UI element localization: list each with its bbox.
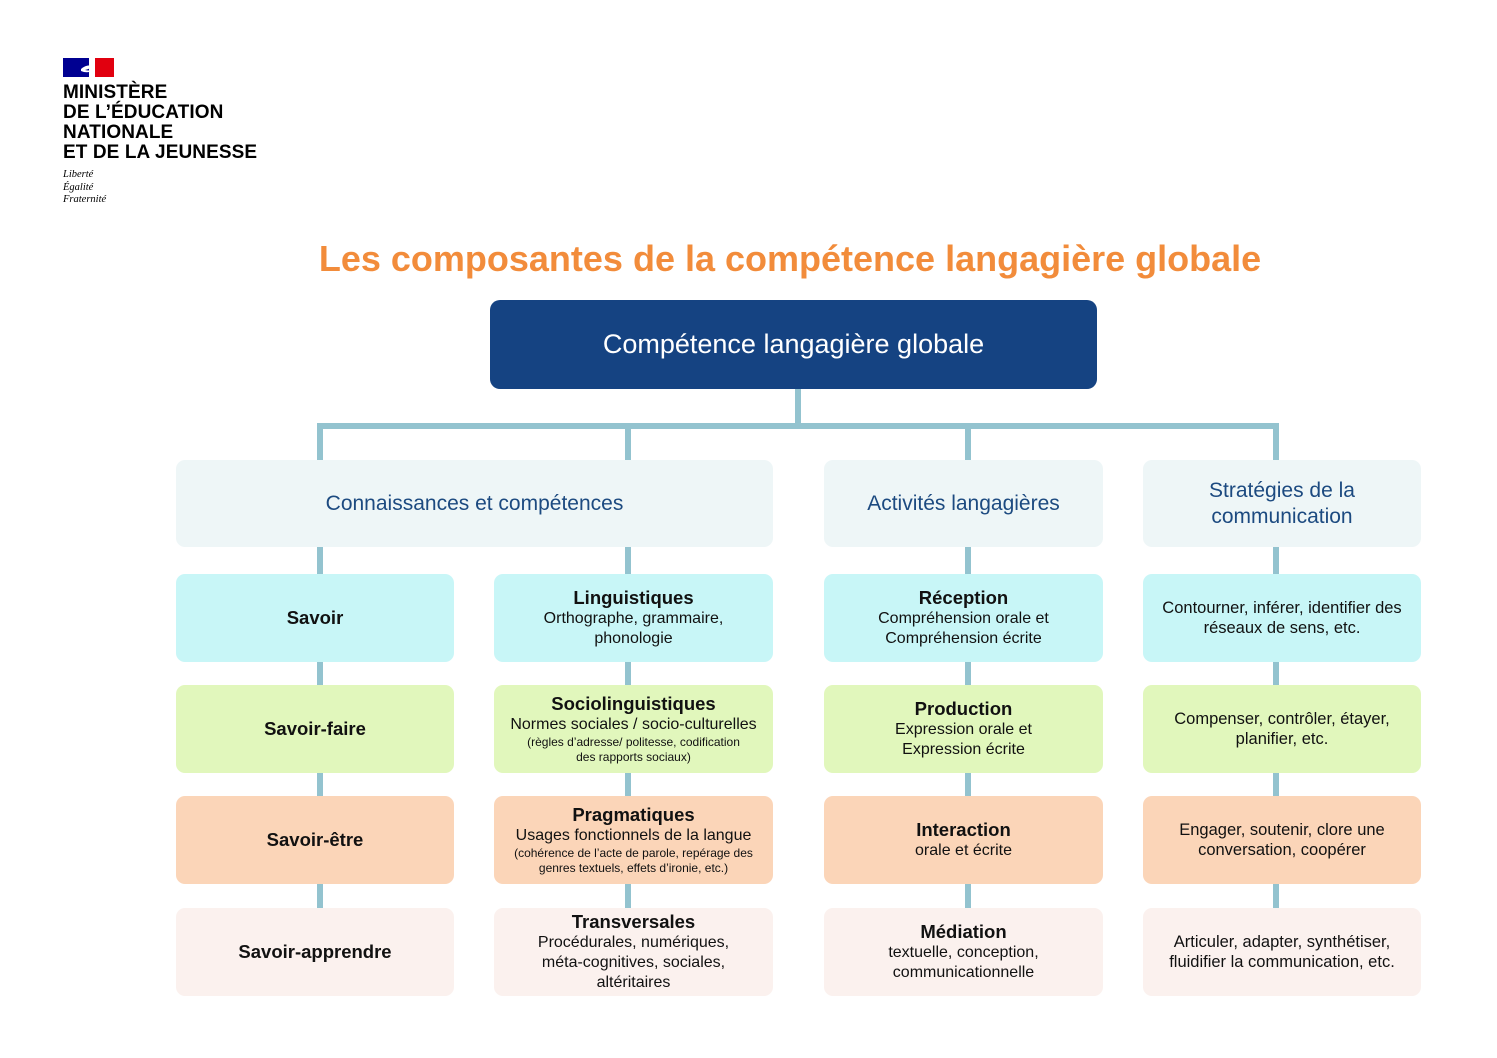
activite-text: Expression orale et Expression écrite [895,721,1032,758]
strategie-node [1143,908,1421,996]
activite-node [824,796,1103,884]
motto-line: Égalité [63,181,94,193]
savoir-label: Savoir-apprendre [238,941,392,962]
competence-title: Sociolinguistiques [551,693,716,714]
motto-line: Liberté [63,169,94,180]
strategie-text: Compenser, contrôler, étayer, planifier, etc. [1174,710,1390,748]
category-strategies [1143,460,1421,547]
savoir-label: Savoir-faire [264,718,366,739]
page-title: Les composantes de la compétence langagière globale [318,238,1262,279]
competence-node [494,796,773,884]
ministry-line: ET DE LA JEUNESSE [63,142,258,163]
savoir-node [176,574,454,662]
root-node [490,300,1097,389]
savoir-node [176,908,454,996]
root-label: Compétence langagière globale [602,329,985,359]
activite-node [824,908,1103,996]
competence-note: (règles d’adresse/ politesse, codification des rapports sociaux) [527,735,740,764]
activite-title: Production [914,698,1013,719]
competence-text: Orthographe, grammaire, phonologie [543,610,724,647]
competence-title: Pragmatiques [572,804,695,825]
competence-node [494,908,773,996]
category-label: Activités langagières [867,491,1060,515]
activite-node [824,685,1103,773]
category-label: Connaissances et compétences [325,491,624,515]
activite-text: textuelle, conception, communicationnelle [888,944,1039,981]
activite-title: Réception [918,587,1009,608]
competence-node [494,685,773,773]
strategie-text: Engager, soutenir, clore une conversation, coopérer [1179,821,1385,859]
activite-node [824,574,1103,662]
ministry-line: DE L’ÉDUCATION [63,102,224,123]
strategie-text: Contourner, inférer, identifier des réseaux de sens, etc. [1162,599,1402,637]
motto-line: Fraternité [63,194,107,205]
ministry-line: MINISTÈRE [63,82,168,103]
activite-title: Interaction [916,819,1011,840]
category-label: Stratégies de la communication [1209,478,1355,528]
category-connaissances [176,460,773,547]
competence-note: (cohérence de l’acte de parole, repérage des genres textuels, effets d’ironie, etc.) [514,846,753,875]
strategie-node [1143,574,1421,662]
strategie-node [1143,685,1421,773]
activite-text: orale et écrite [915,842,1012,859]
activite-text: Compréhension orale et Compréhension écrite [878,610,1049,647]
ministry-line: NATIONALE [63,122,174,143]
savoir-node [176,796,454,884]
strategie-node [1143,796,1421,884]
strategie-text: Articuler, adapter, synthétiser, fluidifier la communication, etc. [1169,933,1395,971]
savoir-node [176,685,454,773]
savoir-label: Savoir-être [266,829,364,850]
competence-text: Usages fonctionnels de la langue [515,827,752,844]
activite-title: Médiation [920,921,1007,942]
competence-title: Linguistiques [573,587,694,608]
competence-title: Transversales [571,911,696,932]
competence-text: Normes sociales / socio-culturelles [510,716,757,733]
competence-text: Procédurales, numériques, méta-cognitives, sociales, altéritaires [537,934,730,991]
savoir-label: Savoir [286,607,344,628]
competence-node [494,574,773,662]
category-activites [824,460,1103,547]
